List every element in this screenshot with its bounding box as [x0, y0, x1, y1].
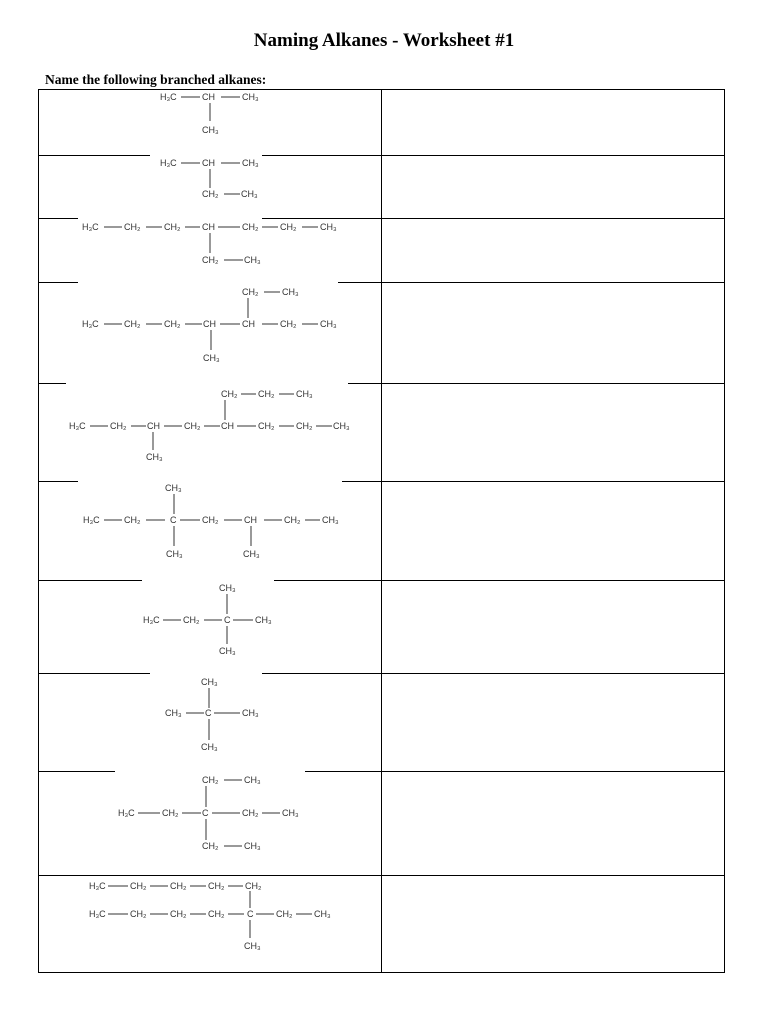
atom-label: CH₃ — [244, 941, 261, 951]
atom-label: CH₃ — [219, 646, 236, 656]
atom-label: CH₃ — [201, 677, 218, 687]
structure-10 — [89, 881, 331, 951]
atom-label: CH₂ — [284, 515, 301, 525]
atom-label: CH₃ — [242, 708, 259, 718]
atom-label: CH₂ — [242, 287, 259, 297]
atom-label: CH₂ — [130, 881, 147, 891]
atom-label: CH₃ — [244, 775, 261, 785]
atom-label: CH₂ — [276, 909, 293, 919]
atom-label: CH₃ — [201, 742, 218, 752]
atom-label: CH₂ — [296, 421, 313, 431]
atom-label: CH — [244, 515, 257, 525]
atom-label: CH₃ — [165, 708, 182, 718]
atom-label: C — [247, 909, 254, 919]
atom-label: CH — [221, 421, 234, 431]
atom-label: C — [224, 615, 231, 625]
atom-label: CH₂ — [258, 389, 275, 399]
atom-label: CH₂ — [184, 421, 201, 431]
structure-3 — [82, 222, 337, 265]
atom-label: CH₃ — [146, 452, 163, 462]
structure-2 — [160, 158, 259, 199]
atom-label: CH₃ — [202, 125, 219, 135]
atom-label: CH₃ — [166, 549, 183, 559]
atom-label: H₃C — [118, 808, 135, 818]
atom-label: C — [202, 808, 209, 818]
worksheet-instruction: Name the following branched alkanes: — [45, 72, 267, 87]
atom-label: CH₂ — [164, 222, 181, 232]
atom-label: CH — [202, 158, 215, 168]
atom-label: CH — [202, 92, 215, 102]
atom-label: CH₂ — [208, 881, 225, 891]
atom-label: H₃C — [143, 615, 160, 625]
atom-label: CH₃ — [165, 483, 182, 493]
atom-label: CH₂ — [202, 189, 219, 199]
atom-label: C — [170, 515, 177, 525]
atom-label: H₃C — [83, 515, 100, 525]
atom-label: C — [205, 708, 212, 718]
atom-label: CH₂ — [221, 389, 238, 399]
structure-1 — [160, 92, 259, 135]
structure-8 — [165, 677, 259, 752]
atom-label: CH₃ — [322, 515, 339, 525]
atom-label: CH — [202, 222, 215, 232]
atom-label: CH₃ — [282, 287, 299, 297]
atom-label: H₃C — [82, 319, 99, 329]
atom-label: CH₂ — [164, 319, 181, 329]
atom-label: CH₃ — [282, 808, 299, 818]
atom-label: CH₃ — [244, 841, 261, 851]
atom-label: CH₂ — [202, 255, 219, 265]
atom-label: CH₂ — [183, 615, 200, 625]
atom-label: CH₂ — [130, 909, 147, 919]
atom-label: CH₂ — [110, 421, 127, 431]
atom-label: CH₂ — [208, 909, 225, 919]
structure-6 — [83, 483, 339, 559]
atom-label: CH — [242, 319, 255, 329]
atom-label: CH₃ — [219, 583, 236, 593]
atom-label: CH₃ — [333, 421, 350, 431]
atom-label: CH — [203, 319, 216, 329]
atom-label: CH₂ — [242, 808, 259, 818]
atom-label: H₃C — [82, 222, 99, 232]
atom-label: CH — [147, 421, 160, 431]
atom-label: CH₂ — [280, 319, 297, 329]
atom-label: CH₂ — [202, 775, 219, 785]
structure-4 — [82, 287, 337, 363]
atom-label: CH₂ — [202, 515, 219, 525]
worksheet-title: Naming Alkanes - Worksheet #1 — [253, 30, 515, 51]
atom-label: CH₂ — [202, 841, 219, 851]
atom-label: CH₃ — [314, 909, 331, 919]
atom-label: CH₂ — [162, 808, 179, 818]
atom-label: CH₂ — [280, 222, 297, 232]
atom-label: CH₃ — [244, 255, 261, 265]
atom-label: H₃C — [160, 158, 177, 168]
atom-label: CH₂ — [170, 909, 187, 919]
atom-label: H₃C — [160, 92, 177, 102]
atom-label: CH₂ — [124, 319, 141, 329]
atom-label: CH₂ — [242, 222, 259, 232]
atom-label: H₃C — [89, 881, 106, 891]
atom-label: CH₃ — [320, 319, 337, 329]
atom-label: H₃C — [69, 421, 86, 431]
atom-label: CH₂ — [245, 881, 262, 891]
atom-label: CH₂ — [124, 515, 141, 525]
atom-label: CH₃ — [203, 353, 220, 363]
atom-label: CH₃ — [296, 389, 313, 399]
atom-label: CH₃ — [243, 549, 260, 559]
atom-label: H₃C — [89, 909, 106, 919]
atom-label: CH₂ — [124, 222, 141, 232]
atom-label: CH₂ — [170, 881, 187, 891]
atom-label: CH₃ — [255, 615, 272, 625]
atom-label: CH₃ — [242, 92, 259, 102]
atom-label: CH₂ — [258, 421, 275, 431]
atom-label: CH₃ — [241, 189, 258, 199]
atom-label: CH₃ — [242, 158, 259, 168]
atom-label: CH₃ — [320, 222, 337, 232]
